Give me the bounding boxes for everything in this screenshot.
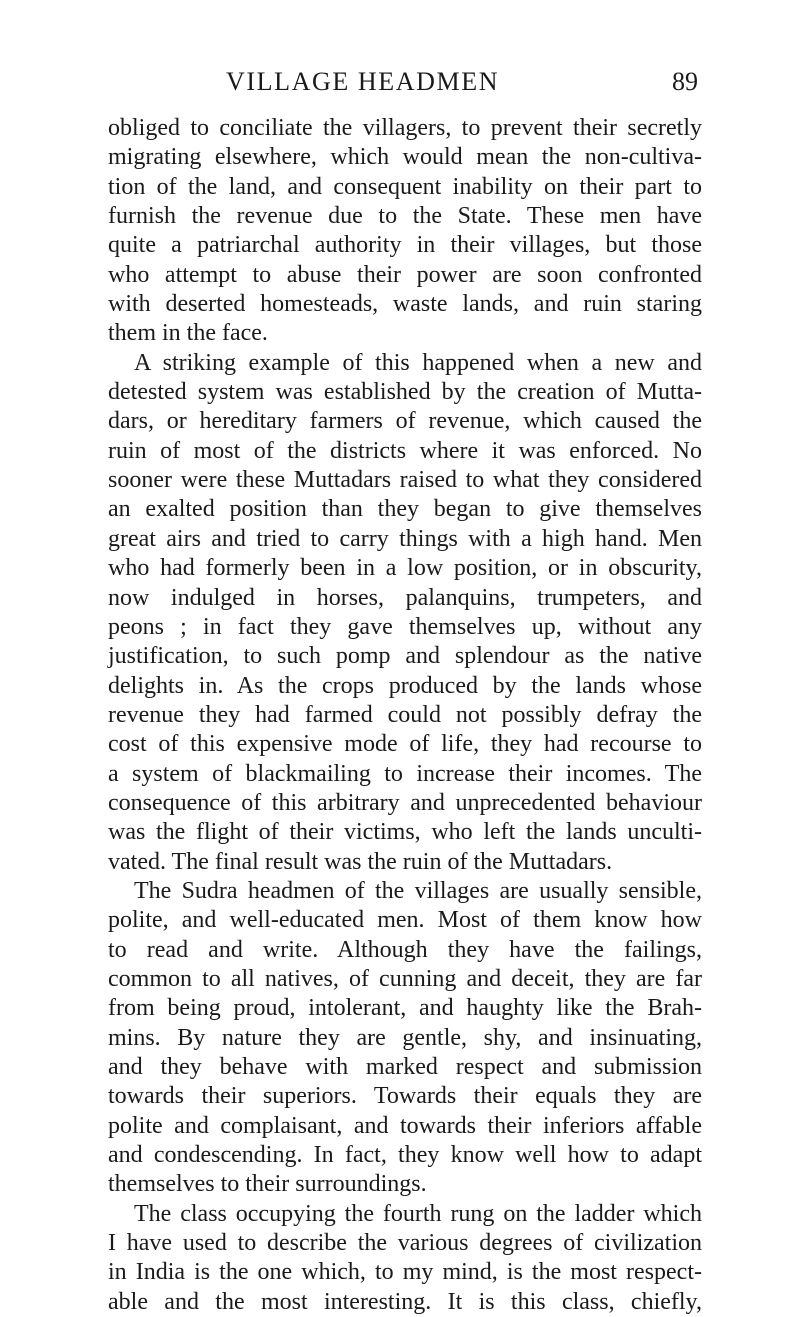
text-line: was the flight of their victims, who left the lands unculti- (108, 819, 702, 846)
text-line: to read and write. Although they have the failings, (108, 936, 702, 963)
text-line: polite and complaisant, and towards their inferiors affable (108, 1112, 702, 1139)
text-line: consequence of this arbitrary and unprecedented behaviour (108, 789, 702, 816)
text-line: mins. By nature they are gentle, shy, and insinuating, (108, 1024, 702, 1051)
text-line: quite a patriarchal authority in their villages, but those (108, 232, 702, 259)
text-line: obliged to conciliate the villagers, to prevent their secretly (108, 115, 702, 141)
text-line: The Sudra headmen of the villages are usually sensible, (134, 877, 702, 904)
running-title: VILLAGE HEADMEN (226, 67, 500, 96)
text-line: dars, or hereditary farmers of revenue, which caused the (108, 408, 702, 435)
text-line: from being proud, intolerant, and haughty like the Brah- (108, 995, 702, 1022)
text-line: migrating elsewhere, which would mean the non-cultiva- (108, 144, 702, 171)
text-line: peons ; in fact they gave themselves up, without any (108, 613, 702, 640)
text-line: now indulged in horses, palanquins, trumpeters, and (108, 584, 702, 611)
text-line: who had formerly been in a low position, or in obscurity, (108, 555, 702, 582)
text-line: ruin of most of the districts where it was enforced. No (108, 437, 702, 464)
text-line: able and the most interesting. It is this class, chiefly, (108, 1288, 702, 1315)
text-line: an exalted position than they began to give themselves (108, 496, 702, 523)
page-number: 89 (672, 67, 698, 96)
text-line: them in the face. (108, 320, 268, 347)
text-line: The class occupying the fourth rung on the ladder which (134, 1200, 702, 1227)
text-line: justification, to such pomp and splendour as the native (108, 643, 702, 670)
text-line: a system of blackmailing to increase their incomes. The (108, 760, 702, 787)
text-line: detested system was established by the creation of Mutta- (108, 379, 702, 406)
text-line: common to all natives, of cunning and deceit, they are far (108, 965, 702, 992)
text-line: towards their superiors. Towards their equals they are (108, 1083, 702, 1110)
text-line: revenue they had farmed could not possibly defray the (108, 701, 702, 728)
text-line: furnish the revenue due to the State. These men have (108, 203, 702, 230)
body-text (108, 114, 702, 1317)
text-line: sooner were these Muttadars raised to what they considered (108, 467, 702, 494)
text-line: with deserted homesteads, waste lands, and ruin staring (108, 291, 702, 318)
text-line: cost of this expensive mode of life, they had recourse to (108, 731, 702, 758)
text-line: who attempt to abuse their power are soon confronted (108, 261, 702, 288)
text-line: great airs and tried to carry things with a high hand. Men (108, 525, 702, 552)
text-line: A striking example of this happened when a new and (134, 349, 702, 376)
text-line: and they behave with marked respect and submission (108, 1054, 702, 1080)
running-head (226, 66, 698, 98)
text-line: tion of the land, and consequent inability on their part to (108, 173, 702, 200)
text-line: delights in. As the crops produced by the lands whose (108, 672, 702, 699)
text-line: vated. The final result was the ruin of the Muttadars. (108, 848, 613, 875)
text-line: themselves to their surroundings. (108, 1171, 427, 1198)
text-line: in India is the one which, to my mind, is the most respect- (108, 1259, 702, 1286)
text-line: and condescending. In fact, they know well how to adapt (108, 1142, 702, 1169)
text-line: polite, and well-educated men. Most of them know how (108, 907, 702, 934)
text-line: I have used to describe the various degrees of civilization (108, 1230, 702, 1257)
